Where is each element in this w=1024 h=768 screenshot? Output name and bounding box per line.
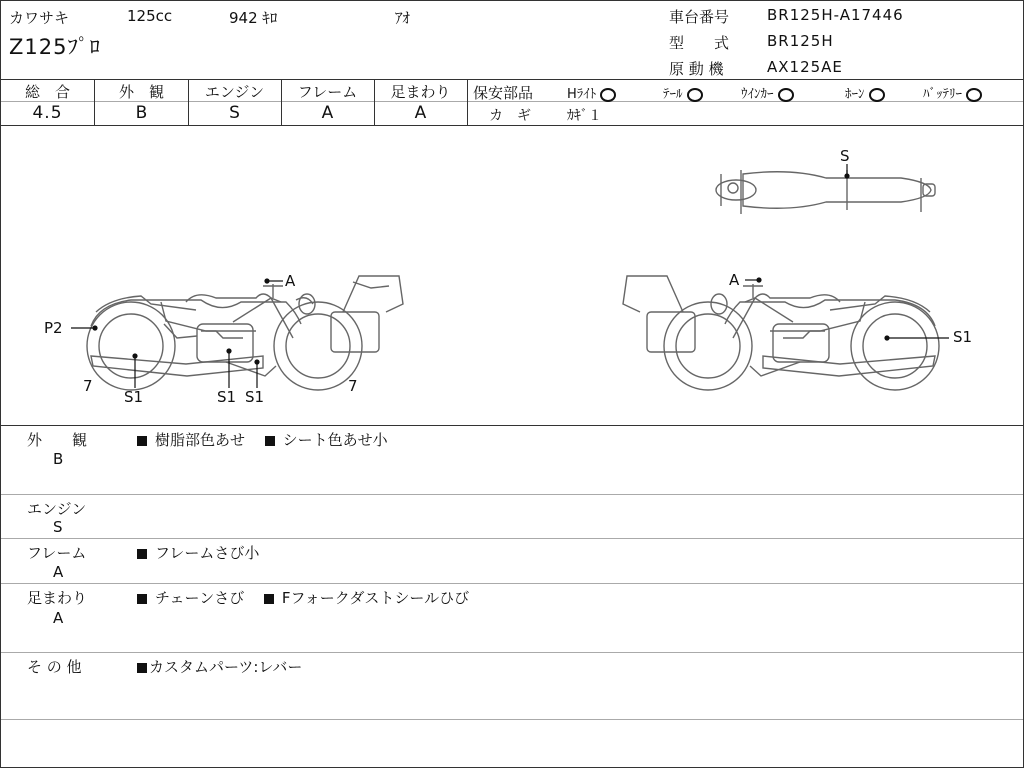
- suspension-grade-value: A: [414, 103, 427, 123]
- engine-grade-value: S: [229, 103, 240, 123]
- ok-circle-icon: [869, 88, 885, 102]
- ok-circle-icon: [966, 88, 982, 102]
- frame-grade-value: A: [321, 103, 334, 123]
- safety-item-name: ﾃｰﾙ: [663, 87, 683, 102]
- engine-model-value: AX125AE: [767, 58, 843, 76]
- left-view-damage-p2: P2: [44, 319, 63, 337]
- maker-name: カワサキ: [9, 9, 70, 27]
- ok-circle-icon: [778, 88, 794, 102]
- suspension-section-title: 足まわり: [27, 589, 88, 607]
- bullet-square-icon: [265, 436, 275, 446]
- frame-grade-label: フレーム: [297, 83, 358, 101]
- model-name: Z125ﾌﾟﾛ: [9, 35, 101, 59]
- safety-item-name: Hﾗｲﾄ: [567, 87, 597, 102]
- ok-circle-icon: [687, 88, 703, 102]
- bullet-square-icon: [137, 594, 147, 604]
- overall-grade-label: 総 合: [24, 83, 70, 101]
- other-notes: [137, 656, 302, 677]
- safety-item-battery: [923, 83, 982, 102]
- safety-item-winker: [741, 83, 794, 102]
- bullet-square-icon: [137, 436, 147, 446]
- bullet-square-icon: [264, 594, 274, 604]
- left-view-damage-7-front: 7: [83, 377, 93, 395]
- key-label: カ ギ: [489, 108, 531, 124]
- engine-grade-label: エンジン: [204, 83, 265, 101]
- displacement: 125cc: [127, 7, 173, 25]
- frame-notes: [137, 542, 259, 563]
- suspension-grade-label: 足まわり: [390, 83, 451, 101]
- top-view-outline: [716, 170, 935, 214]
- chassis-number-label: 車台番号: [669, 8, 730, 26]
- bullet-square-icon: [137, 549, 147, 559]
- note-item: カスタムパーツ:レバー: [149, 658, 303, 676]
- frame-section-title: フレーム: [27, 544, 87, 562]
- exterior-notes: [137, 429, 388, 450]
- safety-item-name: ﾊﾞｯﾃﾘｰ: [923, 87, 962, 102]
- mileage: 942 ｷﾛ: [229, 9, 278, 27]
- engine-model-label: 原 動 機: [669, 60, 724, 78]
- chassis-number-value: BR125H-A17446: [767, 6, 904, 24]
- safety-item-taillight: [663, 83, 703, 102]
- right-view-damage-a: A: [729, 271, 740, 289]
- note-item: シート色あせ小: [282, 431, 388, 449]
- right-view-damage-s1: S1: [953, 328, 973, 346]
- right-view-outline: [623, 276, 939, 390]
- safety-item-name: ｳｲﾝｶｰ: [741, 87, 774, 102]
- note-item: フレームさび小: [155, 544, 260, 562]
- body-color: ｱｵ: [395, 9, 411, 27]
- safety-item-name: ﾎｰﾝ: [845, 87, 865, 102]
- exterior-section-grade: B: [53, 450, 64, 468]
- bullet-square-icon: [137, 663, 147, 673]
- exterior-grade-value: B: [135, 103, 148, 123]
- top-view-damage-s: S: [840, 147, 850, 165]
- other-section-title: そ の 他: [27, 658, 82, 676]
- ok-circle-icon: [600, 88, 616, 102]
- suspension-section-grade: A: [53, 609, 64, 627]
- left-view-damage-a: A: [285, 272, 296, 290]
- safety-item-horn: [845, 83, 885, 102]
- left-view-damage-s1-rear: S1: [245, 388, 265, 406]
- note-item: Fフォークダストシールひび: [281, 589, 470, 607]
- engine-section-title: エンジン: [27, 500, 87, 518]
- safety-item-headlight: [567, 83, 616, 102]
- model-type-value: BR125H: [767, 32, 834, 50]
- bike-diagram: [1, 126, 1023, 424]
- frame-section-grade: A: [53, 563, 64, 581]
- safety-parts-label: 保安部品: [473, 84, 534, 102]
- exterior-section-title: 外 観: [27, 431, 88, 449]
- overall-grade-value: 4.5: [32, 103, 63, 123]
- key-value: ｶｷﾞ１: [567, 108, 602, 124]
- exterior-grade-label: 外 観: [118, 83, 164, 101]
- note-item: 樹脂部色あせ: [155, 431, 246, 449]
- left-view-damage-s1-engine: S1: [217, 388, 237, 406]
- left-view-damage-s1-exhaust: S1: [124, 388, 144, 406]
- engine-section-grade: S: [53, 518, 63, 536]
- model-type-label: 型 式: [669, 34, 730, 52]
- note-item: チェーンさび: [155, 589, 245, 607]
- left-view-damage-7-rear: 7: [348, 377, 358, 395]
- suspension-notes: [137, 587, 469, 608]
